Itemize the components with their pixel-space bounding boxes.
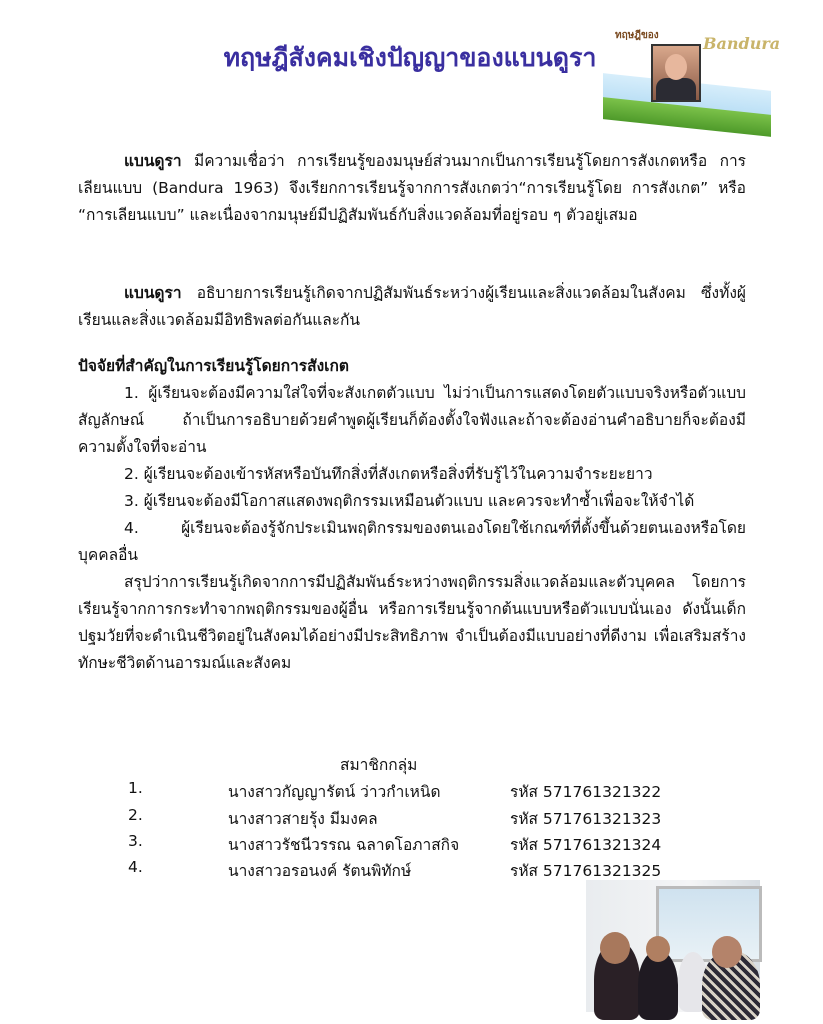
paragraph-2 <box>78 280 746 334</box>
page-title: ทฤษฎีสังคมเชิงปัญญาของแบนดูรา <box>223 43 597 72</box>
factor-item-3: 3. ผู้เรียนจะต้องมีโอกาสแสดงพฤติกรรมเหมือนตัวแบบ และควรจะทำซ้ำเพื่อจะให้จำได้ <box>124 492 695 510</box>
paragraph-1-bold: แบนดูรา <box>124 152 182 170</box>
member-code: รหัส 571761321324 <box>510 836 662 854</box>
paragraph-2-text: อธิบายการเรียนรู้เกิดจากปฏิสัมพันธ์ระหว่างผู้เรียนและสิ่งแวดล้อมในสังคม ซึ่งทั้งผู้เรียนและสิ่งแวดล้อมมีอิทธิพลต่อกันและกัน <box>78 284 746 329</box>
summary-paragraph: สรุปว่าการเรียนรู้เกิดจากการมีปฏิสัมพันธ์ระหว่างพฤติกรรมสิ่งแวดล้อมและตัวบุคคล โดยการเรียนรู้จากการกระทำจากพฤติกรรมของผู้อื่น หรือการเรียนรู้จากต้นแบบหรือตัวแบบนั่นเอง ดังนั้นเด็กปฐมวัยที่จะดำเนินชีวิตอยู่ในสังคมได้อย่างมีประสิทธิภาพ จำเป็นต้องมีแบบอย่างที่ดีงาม เพื่อเสริมสร้างทักษะชีวิตด้านอารมณ์และสังคม <box>78 573 746 672</box>
factors-section <box>78 353 746 677</box>
factors-heading: ปัจจัยที่สำคัญในการเรียนรู้โดยการสังเกต <box>78 357 349 375</box>
bandura-logo-image <box>603 20 781 124</box>
group-photo <box>586 880 760 1012</box>
member-name: นางสาวสายรุ้ง มีมงคล <box>228 810 378 828</box>
paragraph-1-text: มีความเชื่อว่า การเรียนรู้ของมนุษย์ส่วนมากเป็นการเรียนรู้โดยการสังเกตหรือ การเลียนแบบ (Bandura 1963) จึงเรียกการเรียนรู้จากการสังเกตว่า“การเรียนรู้โดย การสังเกต” หรือ “การเลียนแบบ” และเนื่องจากมนุษย์มีปฏิสัมพันธ์กับสิ่งแวดล้อมที่อยู่รอบ ๆ ตัวอยู่เสมอ <box>78 152 746 224</box>
member-number: 4. <box>128 858 143 876</box>
logo-name: Bandura <box>703 34 781 53</box>
member-name: นางสาวรัชนีวรรณ ฉลาดโอภาสกิจ <box>228 836 460 854</box>
member-name: นางสาวอรอนงค์ รัตนพิทักษ์ <box>228 862 412 880</box>
member-code: รหัส 571761321322 <box>510 783 662 801</box>
members-title: สมาชิกกลุ่ม <box>340 756 418 774</box>
member-number: 2. <box>128 806 143 824</box>
logo-text: ทฤษฎีของ <box>615 30 659 41</box>
factor-item-1: 1. ผู้เรียนจะต้องมีความใส่ใจที่จะสังเกตตัวแบบ ไม่ว่าเป็นการแสดงโดยตัวแบบจริงหรือตัวแบบสัญลักษณ์ ถ้าเป็นการอธิบายด้วยคำพูดผู้เรียนก็ต้องตั้งใจฟังและถ้าจะต้องอ่านคำอธิบายก็จะต้องมีความตั้งใจที่จะอ่าน <box>78 384 746 456</box>
member-number: 1. <box>128 779 143 797</box>
paragraph-1 <box>78 148 746 229</box>
factor-item-4: 4. ผู้เรียนจะต้องรู้จักประเมินพฤติกรรมของตนเองโดยใช้เกณฑ์ที่ตั้งขึ้นด้วยตนเองหรือโดยบุคคลอื่น <box>78 519 746 564</box>
member-name: นางสาวกัญญารัตน์ ว่าวกำเหนิด <box>228 783 441 801</box>
paragraph-2-bold: แบนดูรา <box>124 284 182 302</box>
factor-item-2: 2. ผู้เรียนจะต้องเข้ารหัสหรือบันทึกสิ่งที่สังเกตหรือสิ่งที่รับรู้ไว้ในความจำระยะยาว <box>124 465 653 483</box>
bandura-portrait <box>651 44 701 102</box>
member-number: 3. <box>128 832 143 850</box>
member-code: รหัส 571761321325 <box>510 862 662 880</box>
member-code: รหัส 571761321323 <box>510 810 662 828</box>
